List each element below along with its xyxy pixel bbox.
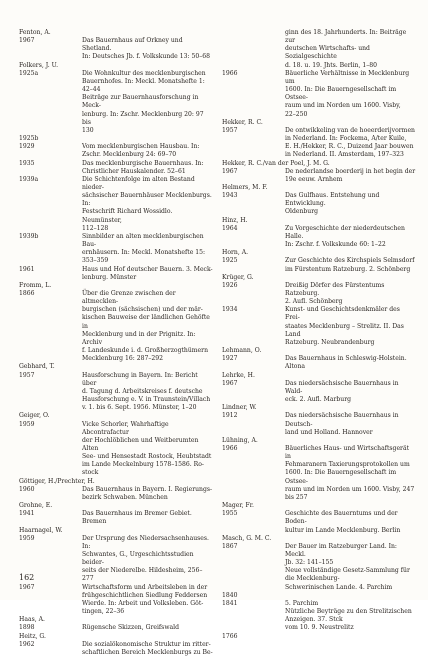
- entry-year: 1943: [222, 192, 238, 200]
- entry-year: 1959: [19, 534, 35, 542]
- entry-text-line: Oldenburg: [285, 208, 319, 216]
- entry-text-spacer: [285, 592, 416, 600]
- entry-item: [19, 135, 213, 143]
- entry-year: 1957: [19, 371, 35, 379]
- entry-text-line: Festschrift Richard Wossidlo. Neumünster,: [82, 208, 173, 224]
- entry-text-line: Haus und Hof deutscher Bauern. 3. Meck-: [82, 265, 213, 273]
- entry-text-line: ernhäusern. In: Meckl. Monatshefte 15:: [82, 249, 206, 257]
- entry-text-line: Das niedersächsische Bauernhaus in Wald-: [285, 379, 399, 395]
- entry-item: [222, 225, 416, 249]
- entry-item: [19, 233, 213, 266]
- entry-author: Hekker, R. C./van der Poel, J. M. G.: [222, 159, 330, 167]
- entry-text-line: 353–359: [82, 257, 109, 265]
- entry-text-line: Vom mecklenburgischen Hausbau. In:: [82, 143, 200, 151]
- entry-year: 1926: [222, 281, 238, 289]
- entry-year: 1898: [19, 624, 35, 632]
- entry-text-line: lenburg. Münster: [82, 273, 137, 281]
- entry-text-line: 1600. In: Die Bauerngesellschaft im Ostsee-: [285, 469, 397, 485]
- entry-text-line: sächsischer Bauernhäuser Mecklenburgs. In:: [82, 192, 212, 208]
- entry-item: [222, 168, 416, 184]
- bibliography-entry: [222, 217, 416, 250]
- entry-year: 1959: [19, 420, 35, 428]
- entry-text-line: burgischen (sächsischen) und der mär-: [82, 306, 203, 314]
- bibliography-entry: [19, 29, 213, 62]
- entry-text-line: Das niedersächsische Bauernhaus in Deutsch-: [285, 412, 399, 428]
- entry-text-line: 1600. In: Die Bauerngesellschaft im Ostsee-: [285, 86, 397, 102]
- entry-text-line: Bäuerliche Verhältnisse in Mecklenburg um: [285, 69, 410, 85]
- entry-item: [222, 600, 416, 608]
- entry-year: 1955: [222, 510, 238, 518]
- entry-text-line: der Hochlöblichen und Weitberumten Alten: [82, 436, 199, 452]
- entry-text-line: bezirk Schwaben. München: [82, 493, 168, 501]
- entry-text-line: bis 257: [285, 493, 308, 501]
- entry-text-line: Schwerinischen Lande. 4. Parchim: [285, 583, 393, 591]
- bibliography-entry: [19, 478, 213, 502]
- entry-year: 1927: [222, 355, 238, 363]
- entry-text-line: im Lande Meckelnburg 1578–1586. Ro-: [82, 461, 204, 469]
- bibliography-entry: [222, 372, 416, 405]
- entry-author: Haas, A.: [19, 616, 45, 624]
- entry-text-line: Fehmaranern Taxierungsprotokollen um: [285, 461, 410, 469]
- entry-text-line: Die Schichtenfolge im alten Bestand nieder-: [82, 175, 195, 191]
- entry-year: 1961: [19, 265, 35, 273]
- entry-text-line: In: Zschr. f. Volkskunde 60: 1–22: [285, 241, 386, 249]
- entry-author: Folkers, J. U.: [19, 61, 59, 69]
- entry-text-line: 112–128: [82, 224, 109, 232]
- entry-text-line: Ratzeburg. Neubrandenburg: [285, 338, 375, 346]
- entry-item: [19, 641, 213, 657]
- entry-year: 1935: [19, 159, 35, 167]
- entry-text-line: Bäuerliches Haus- und Wirtschaftsgerät in: [285, 444, 410, 461]
- entry-item: [19, 70, 213, 94]
- entry-item: [222, 633, 416, 641]
- entry-author: Hekker, R. C.: [222, 118, 263, 126]
- entry-item: [222, 592, 416, 600]
- entry-text-line: Altona: [285, 363, 306, 371]
- entry-text-line: In: Deutsches Jb. f. Volkskunde 13: 50–68: [82, 53, 211, 61]
- entry-text-line: in Nederland. In: Fockema, A/ter Kuile,: [285, 135, 407, 143]
- entry-text-line: in Nederland. II. Amsterdam, 197–323: [285, 151, 404, 159]
- bibliography-entry: [19, 502, 213, 526]
- entry-text-line: tingen, 22–36: [82, 608, 125, 616]
- entry-author: Horn, A.: [222, 249, 249, 257]
- entry-text-line: staates Mecklenburg – Strelitz. II. Das Land: [285, 322, 404, 338]
- entry-text-line: vom 10. 9. Neustrelitz: [285, 624, 354, 632]
- entry-text-line: d. 18. u. 19. Jhts. Berlin, 1–80: [285, 61, 378, 69]
- entry-year: 1939b: [19, 232, 39, 240]
- entry-text-line: lenburg. In: Zschr. Mecklenburg 20: 97 bis: [82, 110, 204, 126]
- entry-item: [222, 567, 416, 591]
- bibliography-entry: [222, 29, 416, 119]
- entry-text-line: Hausforschung e. V. in Traunstein/Villach: [82, 396, 211, 404]
- entry-text-line: schaftlichen Bereich Mecklenburgs zu Be-: [82, 648, 213, 656]
- entry-year: 1967: [19, 583, 35, 591]
- entry-year: 1866: [19, 290, 35, 297]
- bibliography-entry: [222, 119, 416, 160]
- entry-year: 1867: [222, 542, 238, 550]
- entry-text-line: v. 1. bis 6. Sept. 1956. Münster, 1–20: [82, 404, 197, 412]
- entry-year: 1840: [222, 591, 238, 599]
- bibliography-entry: [19, 633, 213, 657]
- entry-year: 1966: [222, 69, 238, 77]
- entry-text-line: 2. Aufl. Schönberg: [285, 298, 343, 306]
- entry-text-line: Sinnbilder an alten mecklenburgischen Bau-: [82, 232, 204, 249]
- bibliography-entry: [19, 282, 213, 364]
- entry-text-line: De nederlandse boerderij in het begin der: [285, 167, 416, 175]
- entry-item: [19, 94, 213, 135]
- entry-author: Haarnagel, W.: [19, 526, 63, 534]
- entry-item: [222, 355, 416, 371]
- entry-item: [19, 266, 213, 282]
- entry-text-line: seits der Niederelbe. Hildesheim, 256–277: [82, 567, 203, 583]
- entry-author: Mager, Fr.: [222, 502, 254, 510]
- entry-item: [222, 257, 416, 273]
- bibliography-entry: [222, 404, 416, 437]
- entry-year: 1967: [222, 167, 238, 175]
- entry-author: Lehrke, H.: [222, 371, 255, 379]
- entry-author: Göttiger, H./Prechter, H.: [19, 477, 95, 485]
- right-column: [222, 29, 416, 641]
- entry-text-line: f. Landeskunde i. d. Großherzogthümern: [82, 347, 208, 355]
- entry-text-line: Der Ursprung des Niedersachsenhauses. In:: [82, 534, 209, 550]
- entry-author: Krüger, G.: [222, 273, 254, 281]
- entry-item: [19, 37, 213, 61]
- entry-item: [19, 143, 213, 159]
- bibliography-entry: [222, 249, 416, 273]
- entry-item: [222, 445, 416, 502]
- entry-author: Hinz, H.: [222, 216, 248, 224]
- entry-year: 1912: [222, 412, 238, 420]
- entry-text-line: frühgeschichtlichen Siedlung Feddersen: [82, 591, 208, 599]
- entry-text-line: Das Bauernhaus im Bremer Gebiet. Bremen: [82, 510, 192, 526]
- entry-text-line: Kunst- und Geschichtsdenkmäler des Frei-: [285, 306, 400, 322]
- entry-item: [19, 624, 213, 632]
- entry-year: 1964: [222, 224, 238, 232]
- entry-text-line: Das mecklenburgische Bauernhaus. In:: [82, 159, 204, 167]
- entry-year: 1941: [19, 510, 35, 518]
- entry-year: 1841: [222, 599, 238, 607]
- entry-item: [222, 510, 416, 534]
- entry-year: 1929: [19, 143, 35, 151]
- entry-year: 1967: [19, 37, 35, 45]
- entry-text-line: Geschichte des Bauerntums und der Boden-: [285, 510, 398, 526]
- entry-text-line: Wirtschaftsform und Arbeitsleben in der: [82, 583, 208, 591]
- bibliography-entry: [222, 437, 416, 502]
- entry-text-line: d. Tagung d. Arbeitskreises f. deutsche: [82, 387, 203, 395]
- entry-item: [19, 486, 213, 502]
- bibliography-entry: [19, 62, 213, 282]
- entry-item: [19, 510, 213, 526]
- bibliography-entry: [19, 527, 213, 617]
- entry-year: 1934: [222, 306, 238, 314]
- entry-text-line: 22–250: [285, 110, 308, 118]
- bibliography-entry: [19, 616, 213, 632]
- entry-year: 1960: [19, 485, 35, 493]
- entry-author: Grohne, E.: [19, 502, 53, 510]
- entry-text-line: Vicke Schorler, Wahrhaftige Abcontrafactur: [82, 420, 169, 436]
- entry-item: [222, 282, 416, 306]
- entry-author: Masch, G. M. C.: [222, 534, 272, 542]
- entry-item: [222, 543, 416, 567]
- entry-text-line: Rügensche Skizzen, Greifswald: [82, 624, 180, 632]
- entry-item: [222, 412, 416, 436]
- entry-year: 1962: [19, 640, 35, 648]
- entry-year: 1925: [222, 257, 238, 265]
- entry-text-line: 5. Parchim: [285, 599, 319, 607]
- entry-text-line: Über die Grenze zwischen der altmecklen-: [82, 290, 176, 306]
- entry-year: 1957: [222, 126, 238, 134]
- entry-text-line: kultur im Lande Mecklenburg. Berlin: [285, 526, 401, 534]
- entry-text-line: ginn des 18. Jahrhunderts. In: Beiträge zur: [285, 29, 407, 45]
- entry-author: Fromm, L.: [19, 281, 52, 289]
- entry-text-line: Der Bauer im Ratzeburger Land. In: Meckl.: [285, 542, 397, 558]
- entry-author: Lühning, A.: [222, 436, 258, 444]
- entry-author: Heitz, G.: [19, 632, 46, 640]
- bibliography-entry: [222, 535, 416, 568]
- entry-text-line: 19e eeuw. Arnhem: [285, 175, 343, 183]
- entry-item: [19, 290, 213, 363]
- entry-author: Gebhard, T.: [19, 363, 55, 371]
- entry-text-line: Neue vollständige Gesetz-Sammlung für die Mecklenburg-: [285, 567, 410, 583]
- entry-text-line: Christlicher Hauskalender. 52–61: [82, 167, 186, 175]
- bibliography-entry: [222, 347, 416, 371]
- bibliography-entry: [222, 274, 416, 347]
- entry-text-line: Das Bauernhaus in Schleswig-Holstein.: [285, 355, 407, 363]
- entry-author: Fenton, A.: [19, 29, 51, 36]
- entry-text-line: Beiträge zur Bauernhausforschung in Meck-: [82, 94, 199, 110]
- bibliography-entry: [222, 502, 416, 535]
- entry-item: [19, 372, 213, 413]
- entry-author: Helmers, M. F.: [222, 183, 268, 191]
- bibliography-entry: [19, 363, 213, 412]
- entry-text-line: Mecklenburg und in der Prignitz. In: Archiv: [82, 330, 196, 346]
- entry-author: Lindner, W.: [222, 404, 257, 412]
- entry-text-line: Zur Geschichte des Kirchspiels Selmsdorf: [285, 257, 415, 265]
- entry-item: [222, 127, 416, 160]
- entry-text-line: Die Wohnkultur des mecklenburgischen: [82, 69, 206, 77]
- entry-text-line: Wierde. In: Arbeit und Volksleben. Göt-: [82, 599, 204, 607]
- entry-text-line: See- und Hensestadt Rostock, Heubtstadt: [82, 453, 212, 461]
- entry-text-line: Hausforschung in Bayern. In: Bericht über: [82, 371, 198, 387]
- entry-text-line: Jb. 32: 141–155: [285, 559, 334, 567]
- entry-text-line: De ontwikkeling van de hoeerderijvormen: [285, 126, 415, 134]
- entry-text-line: land und Holland. Hannover: [285, 428, 373, 436]
- entry-item: [19, 421, 213, 478]
- entry-text-line: Die sozialökonomische Struktur im ritter-: [82, 640, 211, 648]
- bibliography-entry: [222, 184, 416, 217]
- entry-text-line: Das Bauernhaus auf Orkney und Shetland.: [82, 37, 183, 53]
- entry-text-line: Zschr. Mecklenburg 24: 69–70: [82, 151, 177, 159]
- page-number: 162: [19, 573, 35, 582]
- entry-author: Lehmann, O.: [222, 347, 262, 355]
- entry-author: Geiger, O.: [19, 412, 50, 420]
- entry-year: 1925a: [19, 69, 39, 77]
- entry-text-spacer: [82, 135, 213, 143]
- entry-text-line: Das Bauernhaus in Bayern. I. Regierungs-: [82, 485, 213, 493]
- entry-text-line: deutschen Wirtschafts- und Sozialgeschichte: [285, 45, 370, 61]
- entry-year: 1925b: [19, 135, 39, 143]
- entry-year: 1766: [222, 632, 238, 640]
- entry-item: [222, 380, 416, 404]
- entry-item: [19, 535, 213, 584]
- bibliography-entry: [19, 412, 213, 477]
- entry-text-line: im Fürstentum Ratzeburg. 2. Schönberg: [285, 265, 411, 273]
- entry-text-line: stock: [82, 469, 99, 477]
- entry-item: [222, 29, 416, 70]
- entry-item: [222, 306, 416, 347]
- entry-item: [222, 608, 416, 632]
- left-column: [19, 29, 213, 657]
- entry-text-line: Bauernhofes. In: Meckl. Monatshefte 1:: [82, 77, 205, 85]
- entry-text-line: kischen Bauweise der ländlichen Gehöfte in: [82, 314, 210, 330]
- entry-year: 1967: [222, 379, 238, 387]
- entry-text-line: E. H./Hekker, R. C., Duizend Jaar bouwen: [285, 143, 414, 151]
- entry-text-line: Mecklenburg 16: 287–292: [82, 355, 164, 363]
- entry-text-line: Schwantes, G., Urgeschichtsstudien beider-: [82, 551, 194, 567]
- entry-text-line: Zu Vorgeschichte der niederdeutschen Halle.: [285, 224, 405, 240]
- entry-text-line: 42–44: [82, 86, 101, 94]
- entry-text-line: Nützliche Beyträge zu den Strelitzischen Anzeigen. 37. Stck: [285, 608, 412, 624]
- entry-text-line: raum und im Norden um 1600. Visby, 247: [285, 485, 415, 493]
- entry-text-line: Dreißig Dörfer des Fürstentums Ratzeburg.: [285, 281, 385, 297]
- entry-text-line: raum und im Norden um 1600. Visby,: [285, 102, 401, 110]
- entry-year: 1939a: [19, 175, 39, 183]
- entry-text-spacer: [285, 633, 416, 641]
- bibliography-entry: [222, 567, 416, 640]
- entry-item: [19, 160, 213, 176]
- entry-text-line: Das Gulfhaus. Entstehung und Entwicklung.: [285, 192, 380, 208]
- entry-item: [222, 70, 416, 119]
- entry-text-line: 130: [82, 126, 94, 134]
- entry-item: [222, 192, 416, 216]
- bibliography-entry: [222, 160, 416, 184]
- entry-text-line: eck. 2. Aufl. Marburg: [285, 396, 352, 404]
- entry-year: 1966: [222, 444, 238, 452]
- entry-item: [19, 176, 213, 233]
